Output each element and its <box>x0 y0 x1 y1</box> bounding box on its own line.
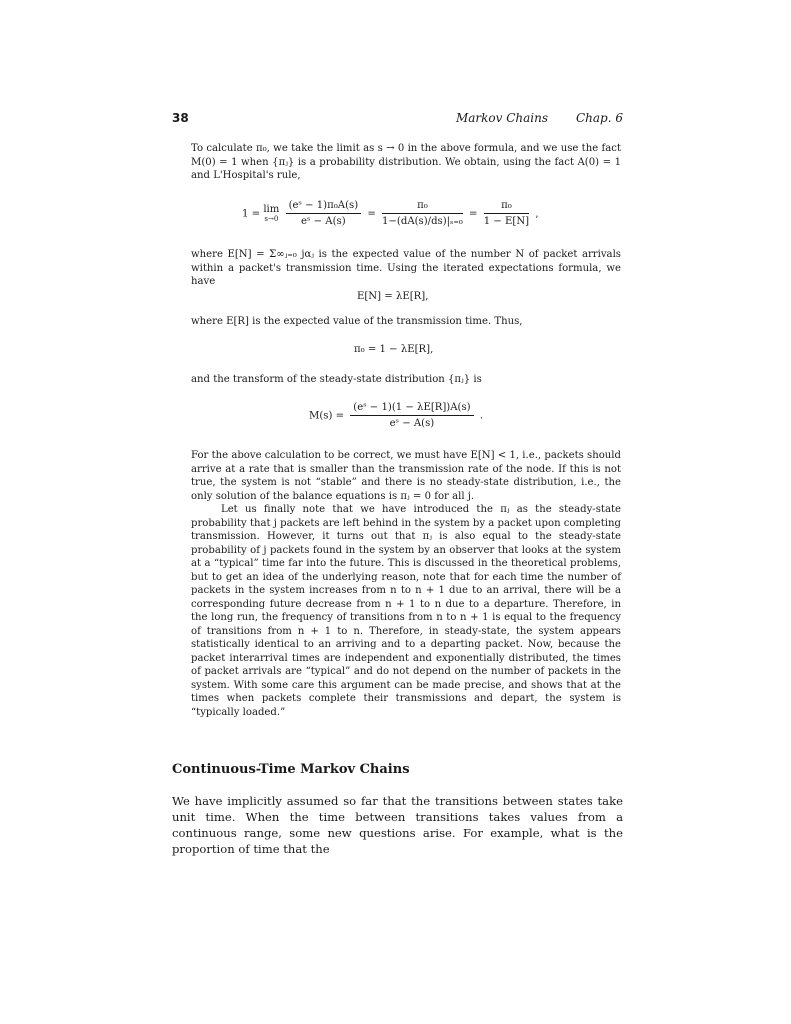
equation-limit <box>242 200 539 227</box>
transform-intro-text: and the transform of the steady-state distribution {πⱼ} is <box>191 374 482 385</box>
section-heading: Continuous-Time Markov Chains <box>172 762 410 777</box>
eq1-frac1-numerator: (eˢ − 1)π₀A(s) <box>286 200 362 214</box>
chapter-title: Markov Chains <box>455 111 548 125</box>
eq1-frac3-denominator: 1 − E[N] <box>483 216 530 227</box>
body-paragraphs <box>191 449 621 719</box>
eq4-lhs: M(s) = <box>309 410 345 422</box>
chapter-label: Chap. 6 <box>575 111 623 125</box>
intro-paragraph <box>191 142 621 183</box>
paragraph-typical: Let us finally note that we have introduced the πⱼ as the steady-state probability that j packets are left behind in the system by a packet upon completing transmission. However, it turns out that πⱼ is also equal to the steady-state probability of j packets found in the system by an observer that looks at the system at a “typical” time far into the future. This is discussed in the theoretical problems, but to get an idea of the underlying reason, note that for each time the number of packets in the system increases from n to n + 1 due to an arrival, there will be a corresponding future decrease from n + 1 to n due to a departure. Therefore, in the long run, the frequency of transitions from n to n + 1 is equal to the frequency of transitions from n + 1 to n. Therefore, in steady-state, the system appears statistically identical to an arriving and to a departing packet. Now, because the packet interarrival times are independent and exponentially distributed, the times of packet arrivals are “typical” and do not depend on the number of packets in the system. With some care this argument can be made precise, and shows that at the times when packets complete their transmissions and depart, the system is “typically loaded.” <box>191 504 621 718</box>
eq1-fraction-1 <box>286 200 362 227</box>
paragraph-stability: For the above calculation to be correct, we must have E[N] < 1, i.e., packets should arrive at a rate that is smaller than the transmission rate of the node. If this is not true, the system is not “stable” and there is no steady-state distribution, i.e., the only solution of the balance equations is πⱼ = 0 for all j. <box>191 450 621 502</box>
continuous-time-text: We have implicitly assumed so far that the transitions between states take unit time. When the time between transitions takes values from a continuous range, some new questions arise. For example, what is the proportion of time that the <box>172 794 623 856</box>
continuous-time-paragraph <box>172 793 623 857</box>
eq1-frac3-numerator: π₀ <box>484 200 529 214</box>
where-en-paragraph <box>191 248 621 289</box>
running-header <box>172 111 623 127</box>
equation-transform <box>309 402 483 429</box>
eq4-trail: . <box>479 410 484 422</box>
eq1-lim-sub: s→0 <box>264 215 279 223</box>
transform-intro-paragraph <box>191 373 621 387</box>
where-er-paragraph <box>191 315 621 329</box>
eq4-denominator: eˢ − A(s) <box>389 418 435 429</box>
where-er-text: where E[R] is the expected value of the transmission time. Thus, <box>191 316 523 327</box>
eq3-text: π₀ = 1 − λE[R], <box>354 344 434 355</box>
eq1-frac2-numerator: π₀ <box>382 200 463 214</box>
eq1-limit <box>263 204 279 223</box>
where-en-text: where E[N] = Σ∞ⱼ₌₀ jαⱼ is the expected value of the number N of packet arrivals within a packet's transmission time. Using the iterated expectations formula, we have <box>191 249 621 287</box>
eq2-text: E[N] = λE[R], <box>357 291 429 302</box>
equation-pi0 <box>354 344 433 355</box>
eq1-fraction-3 <box>484 200 529 227</box>
eq1-frac1-denominator: eˢ − A(s) <box>301 216 346 227</box>
eq4-numerator: (eˢ − 1)(1 − λE[R])A(s) <box>350 402 473 416</box>
equation-en <box>357 291 428 302</box>
eq1-trail: , <box>535 208 539 220</box>
eq4-fraction <box>350 402 473 429</box>
eq1-lhs: 1 = <box>242 208 261 220</box>
page-number: 38 <box>172 111 189 125</box>
eq1-lim-label: lim <box>263 204 280 215</box>
intro-text: To calculate π₀, we take the limit as s → 0 in the above formula, and we use the fact M(0) = 1 when {πⱼ} is a probability distribution. We obtain, using the fact A(0) = 1 and L'Hospital's rule, <box>191 143 621 181</box>
eq1-frac2-denominator: 1−(dA(s)/ds)|ₛ₌₀ <box>382 216 463 227</box>
eq1-fraction-2 <box>382 200 463 227</box>
eq1-equals-2: = <box>469 208 478 220</box>
eq1-equals-1: = <box>367 208 376 220</box>
